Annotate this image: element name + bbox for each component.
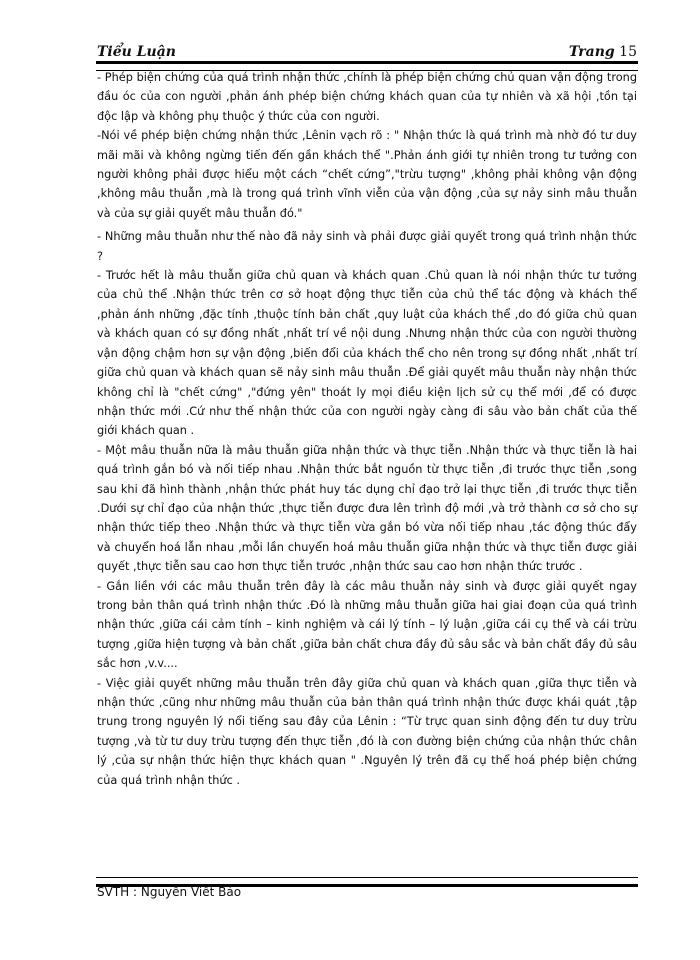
paragraph: - Những mâu thuẫn như thế nào đã nảy sinh và phải được giải quyết trong quá trình nhận thức ? xyxy=(97,230,637,263)
document-title: Tiểu Luận xyxy=(97,44,176,60)
paragraph: - Phép biện chứng của quá trình nhận thức ,chính là phép biện chứng chủ quan vận động trong đầu óc của con người ,phản ánh phép biện chứng khách quan của tự nhiên và xã hội ,tồn tại độc lập và không phụ thuộc ý thức của con người. xyxy=(97,71,637,123)
page-label: Trang xyxy=(568,44,615,60)
paragraph: - Trước hết là mâu thuẫn giữa chủ quan và khách quan .Chủ quan là nói nhận thức tư tưởng của chủ thể .Nhận thức trên cơ sở hoạt động thực tiễn của chủ thể tác động và khách thể ,phản ánh những ,đặc tính ,thuộc tính bản chất ,quy luật của khách thể ,do đó giữa chủ quan và khách quan có sự đồng nhất ,nhất trí về nội dung .Nhưng nhận thức của con người thường vận động chậm hơn sự vận động ,biến đổi của khách thể cho nên trong sự đồng nhất ,nhất trí giữa chủ quan và khách quan sẽ nảy sinh mâu thuẫn .Để giải quyết mâu thuẫn này nhận thức không chỉ là "chết cứng" ,"đứng yên" thoát ly mọi điều kiện lịch sử cụ thể mới ,để có được nhận thức mới .Cứ như thế nhận thức của con người ngày càng đi sâu vào bản chất của thế giới khách quan . xyxy=(97,269,637,438)
footer-author: SVTH : Nguyễn Viết Bảo xyxy=(97,885,242,899)
paragraph: -Nói về phép biện chứng nhận thức ,Lênin vạch rõ : " Nhận thức là quá trình mà nhờ đó tư duy mãi mãi và không ngừng tiến đến gần khách thể ".Phản ánh giới tự nhiên trong tư tưởng con người không phải được hiểu một cách “chết cứng”,"trừu tượng" ,không phải không vận động ,không mâu thuẫn ,mà là trong quá trình vĩnh viễn của vận động ,của sự nảy sinh mâu thuẫn và của sự giải quyết mâu thuẫn đó." xyxy=(97,129,637,220)
page-indicator xyxy=(569,44,637,60)
page-number: 15 xyxy=(619,44,637,60)
paragraph: - Một mâu thuẫn nữa là mâu thuẫn giữa nhận thức và thực tiễn .Nhận thức và thực tiễn là hai quá trình gắn bó và nối tiếp nhau .Nhận thức bắt nguồn từ thực tiễn ,đi trước thực tiễn ,song sau khi đã hình thành ,nhận thức phát huy tác dụng chỉ đạo trở lại thực tiễn ,đi trước thực tiễn .Dưới sự chỉ đạo của nhận thức ,thực tiễn được đưa lên trình độ mới ,và trở thành cơ sở cho sự nhận thức tiếp theo .Nhận thức và thực tiễn vừa gắn bó vừa nối tiếp nhau ,tác động thúc đẩy và chuyển hoá lẫn nhau ,mỗi lần chuyển hoá mâu thuẫn giữa nhận thức và thực tiễn được giải quyết ,thực tiễn sau cao hơn thực tiễn trước ,nhận thức sau cao hơn nhận thức trước . xyxy=(97,443,637,574)
page-body xyxy=(97,68,637,790)
paragraph: - Gắn liền với các mâu thuẫn trên đây là các mâu thuẫn nảy sinh và được giải quyết ngay trong bản thân quá trình nhận thức .Đó là những mâu thuẫn giữa hai giai đoạn của quá trình nhận thức ,giữa cái cảm tính – kinh nghiệm và cái lý tính – lý luận ,giữa cái cụ thể và cái trừu tượng ,giữa hiện tượng và bản chất ,giữa bản chất chưa đầy đủ sâu sắc và bản chất đầy đủ sâu sắc hơn ,v.v.... xyxy=(97,579,637,671)
paragraph: - Việc giải quyết những mâu thuẫn trên đây giữa chủ quan và khách quan ,giữa thực tiễn và nhận thức ,cũng như những mâu thuẫn của bản thân quá trình nhận thức được khái quát ,tập trung trong nguyên lý nổi tiếng sau đây của Lênin : “Từ trực quan sinh động đến tư duy trừu tượng ,và từ tư duy trừu tượng đến thực tiễn ,đó là con đường biện chứng của nhận thức chân lý ,của sự nhận thức hiện thực khách quan " .Nguyên lý trên đã cụ thể hoá phép biện chứng của quá trình nhận thức . xyxy=(97,676,637,787)
